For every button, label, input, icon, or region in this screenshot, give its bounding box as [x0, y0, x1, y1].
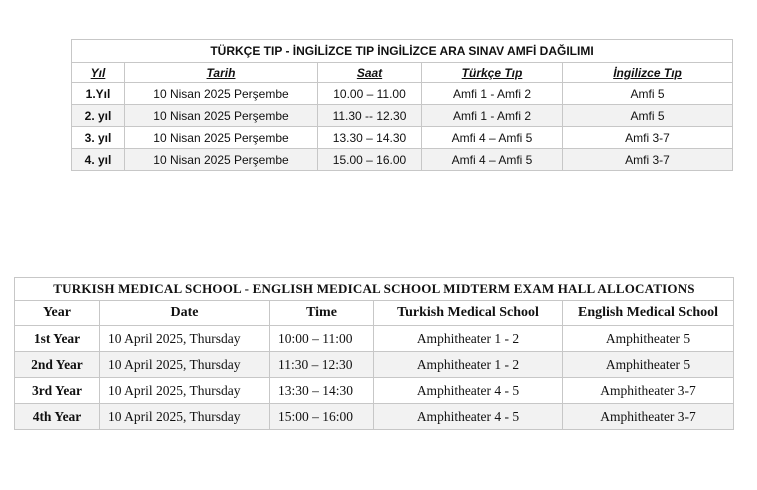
cell-date: 10 Nisan 2025 Perşembe	[125, 83, 318, 105]
cell-date: 10 Nisan 2025 Perşembe	[125, 149, 318, 171]
cell-year: 4. yıl	[72, 149, 125, 171]
cell-english-hall: Amphitheater 3-7	[563, 404, 734, 430]
table-row	[72, 149, 733, 171]
cell-time: 11:30 – 12:30	[270, 352, 374, 378]
cell-time: 15:00 – 16:00	[270, 404, 374, 430]
header-year: Yıl	[72, 63, 125, 83]
cell-turkish-hall: Amphitheater 4 - 5	[374, 378, 563, 404]
cell-time: 11.30 -- 12.30	[318, 105, 422, 127]
cell-turkish-hall: Amphitheater 1 - 2	[374, 326, 563, 352]
cell-time: 13:30 – 14:30	[270, 378, 374, 404]
table-row	[72, 127, 733, 149]
header-turkish-med: Turkish Medical School	[374, 301, 563, 326]
table-row	[72, 105, 733, 127]
cell-date: 10 April 2025, Thursday	[100, 352, 270, 378]
cell-year: 2nd Year	[15, 352, 100, 378]
cell-english-hall: Amphitheater 3-7	[563, 378, 734, 404]
turkish-table-title: TÜRKÇE TIP - İNGİLİZCE TIP İNGİLİZCE ARA SINAV AMFİ DAĞILIMI	[72, 40, 733, 63]
header-turkish-med: Türkçe Tıp	[422, 63, 563, 83]
cell-date: 10 Nisan 2025 Perşembe	[125, 105, 318, 127]
cell-date: 10 Nisan 2025 Perşembe	[125, 127, 318, 149]
cell-year: 1.Yıl	[72, 83, 125, 105]
cell-turkish-hall: Amphitheater 4 - 5	[374, 404, 563, 430]
header-time: Time	[270, 301, 374, 326]
cell-time: 10.00 – 11.00	[318, 83, 422, 105]
cell-time: 15.00 – 16.00	[318, 149, 422, 171]
english-header-row	[15, 301, 734, 326]
cell-turkish-hall: Amfi 1 - Amfi 2	[422, 105, 563, 127]
cell-date: 10 April 2025, Thursday	[100, 404, 270, 430]
cell-date: 10 April 2025, Thursday	[100, 326, 270, 352]
header-year: Year	[15, 301, 100, 326]
cell-year: 3rd Year	[15, 378, 100, 404]
cell-english-hall: Amfi 3-7	[563, 127, 733, 149]
header-date: Tarih	[125, 63, 318, 83]
table-row	[15, 404, 734, 430]
table-row	[15, 326, 734, 352]
cell-year: 3. yıl	[72, 127, 125, 149]
turkish-header-row	[72, 63, 733, 83]
header-english-med: İngilizce Tıp	[563, 63, 733, 83]
cell-english-hall: Amfi 5	[563, 83, 733, 105]
cell-turkish-hall: Amfi 1 - Amfi 2	[422, 83, 563, 105]
cell-english-hall: Amfi 5	[563, 105, 733, 127]
cell-date: 10 April 2025, Thursday	[100, 378, 270, 404]
english-exam-table	[14, 277, 734, 430]
cell-english-hall: Amphitheater 5	[563, 326, 734, 352]
table-row	[15, 378, 734, 404]
cell-year: 2. yıl	[72, 105, 125, 127]
cell-turkish-hall: Amphitheater 1 - 2	[374, 352, 563, 378]
cell-year: 4th Year	[15, 404, 100, 430]
cell-time: 13.30 – 14.30	[318, 127, 422, 149]
cell-turkish-hall: Amfi 4 – Amfi 5	[422, 149, 563, 171]
turkish-exam-table	[71, 39, 733, 171]
header-time: Saat	[318, 63, 422, 83]
header-date: Date	[100, 301, 270, 326]
header-english-med: English Medical School	[563, 301, 734, 326]
table-row	[15, 352, 734, 378]
cell-year: 1st Year	[15, 326, 100, 352]
english-table-title: TURKISH MEDICAL SCHOOL - ENGLISH MEDICAL SCHOOL MIDTERM EXAM HALL ALLOCATIONS	[15, 278, 734, 301]
cell-english-hall: Amphitheater 5	[563, 352, 734, 378]
cell-time: 10:00 – 11:00	[270, 326, 374, 352]
table-row	[72, 83, 733, 105]
cell-turkish-hall: Amfi 4 – Amfi 5	[422, 127, 563, 149]
cell-english-hall: Amfi 3-7	[563, 149, 733, 171]
